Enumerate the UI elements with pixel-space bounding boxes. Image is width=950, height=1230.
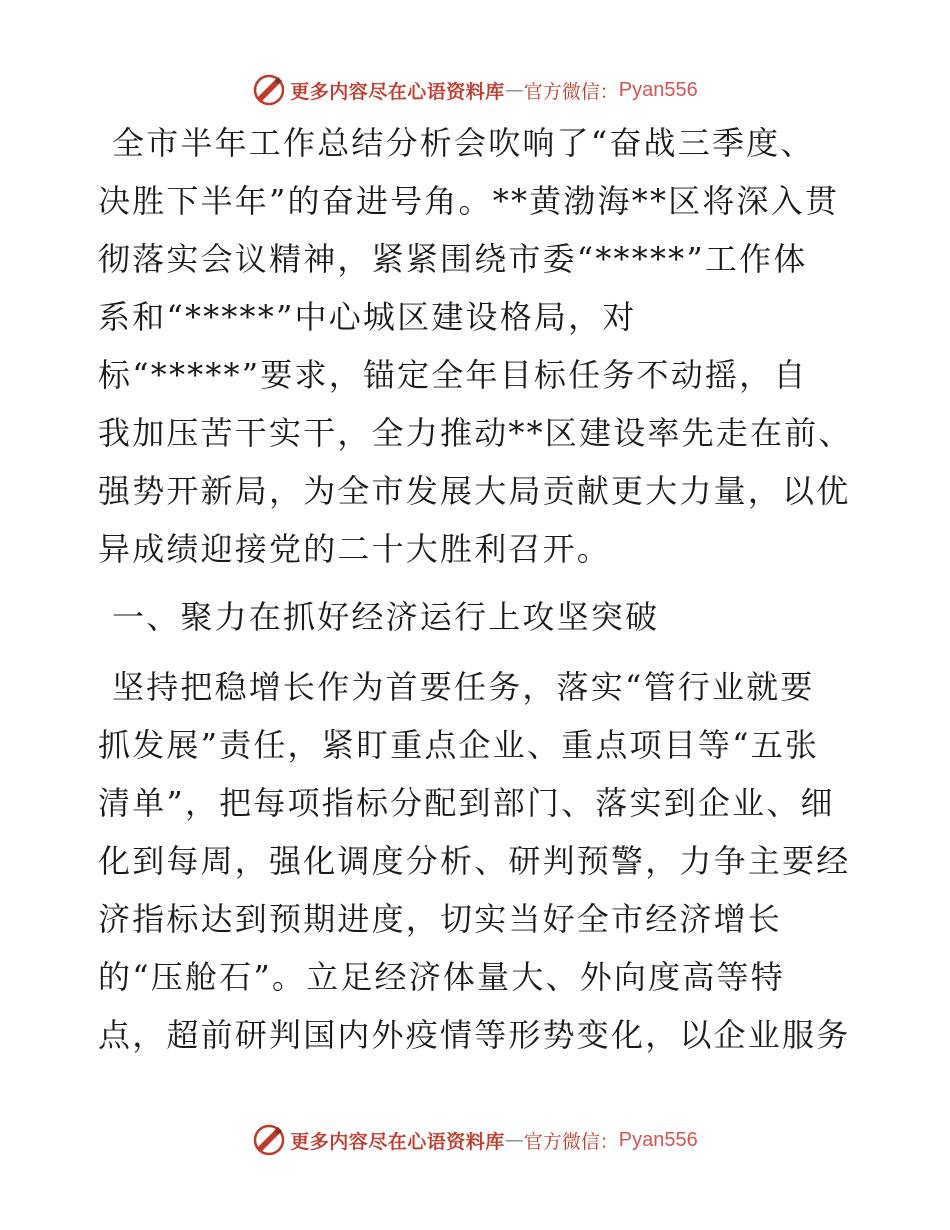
document-body [98, 114, 858, 1064]
pen-logo-icon [252, 1123, 286, 1157]
paragraph-intro [98, 114, 858, 578]
text-line: 化到每周，强化调度分析、研判预警，力争主要经 [98, 842, 851, 880]
watermark-wechat-label: 官方微信： [523, 1130, 619, 1153]
text-line: 的“压舱石”。立足经济体量大、外向度高等特 [98, 958, 785, 996]
watermark-wechat-id: Pyan556 [618, 1128, 698, 1151]
text-line: 标“*****”要求，锚定全年目标任务不动摇，自 [98, 356, 808, 394]
text-line: 济指标达到预期进度，切实当好全市经济增长 [98, 900, 783, 938]
text-line: 彻落实会议精神，紧紧围绕市委“*****”工作体 [98, 240, 808, 278]
paragraph-section-1 [98, 658, 858, 1064]
watermark-dash: — [504, 1129, 524, 1151]
watermark-dash: — [504, 79, 524, 101]
watermark-main-text: 更多内容尽在心语资料库 [290, 80, 505, 103]
header-watermark [0, 70, 950, 110]
text-line: 坚持把稳增长作为首要任务，落实“管行业就要 [112, 668, 815, 706]
heading-text: 一、聚力在抓好经济运行上攻坚突破 [112, 598, 660, 636]
footer-watermark [0, 1120, 950, 1160]
watermark-wechat-id: Pyan556 [618, 78, 698, 101]
text-line: 抓发展”责任，紧盯重点企业、重点项目等“五张 [98, 726, 820, 764]
pen-logo-icon [252, 73, 286, 107]
text-line: 全市半年工作总结分析会吹响了“奋战三季度、 [112, 124, 815, 162]
text-line: 系和“*****”中心城区建设格局，对 [98, 298, 637, 336]
text-line: 强势开新局，为全市发展大局贡献更大力量，以优 [98, 472, 851, 510]
watermark-main-text: 更多内容尽在心语资料库 [290, 1130, 505, 1153]
text-line: 异成绩迎接党的二十大胜利召开。 [98, 530, 612, 568]
text-line: 清单”，把每项指标分配到部门、落实到企业、细 [98, 784, 835, 822]
section-heading [98, 588, 858, 646]
watermark-wechat-label: 官方微信： [523, 80, 619, 103]
text-line: 我加压苦干实干，全力推动**区建设率先走在前、 [98, 414, 853, 452]
text-line: 点，超前研判国内外疫情等形势变化，以企业服务 [98, 1016, 851, 1054]
text-line: 决胜下半年”的奋进号角。**黄渤海**区将深入贯 [98, 182, 840, 220]
